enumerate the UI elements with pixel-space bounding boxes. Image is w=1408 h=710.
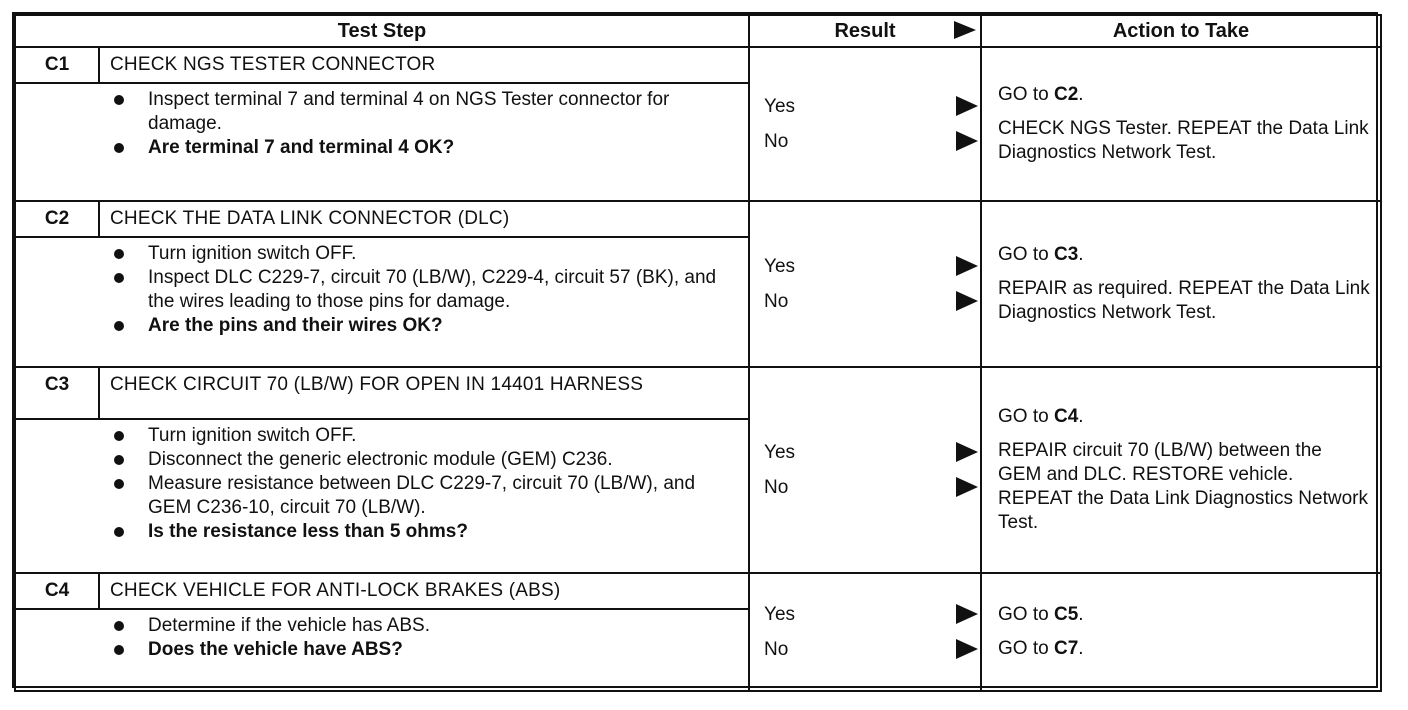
bullet-question: Are the pins and their wires OK? [112,314,738,338]
bullet-list [112,424,738,544]
bullet-item: Turn ignition switch OFF. [112,242,738,266]
action-text [998,637,1370,661]
action-text-main: GO to [998,406,1054,427]
arrow-right-icon [956,442,978,462]
arrow-right-icon [956,96,978,116]
action-step-ref: C2 [1053,84,1079,105]
bullet-item: Disconnect the generic electronic module (GEM) C236. [112,448,738,472]
arrow-right-icon [956,477,978,497]
step-title-row [15,201,1381,237]
result-line [750,249,980,284]
step-title: CHECK NGS TESTER CONNECTOR [99,47,749,83]
action-text-main: GO to [998,638,1054,659]
diagnostic-table [14,14,1382,692]
action-step-ref: C3 [1053,244,1079,265]
result-cell [749,573,981,691]
result-label: Yes [764,442,796,463]
arrow-right-icon [956,639,978,659]
action-cell [981,367,1381,573]
bullet-item: Inspect terminal 7 and terminal 4 on NGS Tester connector for damage. [112,88,738,136]
action-text-tail: . [1078,84,1084,105]
header-test-step: Test Step [15,15,749,47]
action-cell [981,573,1381,691]
result-label: Yes [764,96,796,117]
arrow-right-icon [956,604,978,624]
bullet-question: Are terminal 7 and terminal 4 OK? [112,136,738,160]
action-text [998,117,1370,165]
action-text-main: GO to [998,244,1054,265]
result-line [750,597,980,632]
action-text-main: GO to [998,604,1054,625]
bullet-list [112,88,738,160]
step-instructions [15,609,749,691]
action-text-main: CHECK NGS Tester. REPEAT the Data Link Diagnostics Network Test. [998,118,1369,163]
result-line [750,632,980,667]
action-text-main: REPAIR circuit 70 (LB/W) between the GEM and DLC. RESTORE vehicle. REPEAT the Data Link Diagnostics Network Test. [998,440,1368,533]
step-title: CHECK CIRCUIT 70 (LB/W) FOR OPEN IN 14401 HARNESS [99,367,749,419]
bullet-item: Turn ignition switch OFF. [112,424,738,448]
action-step-ref: C5 [1053,604,1079,625]
action-text-main: REPAIR as required. REPEAT the Data Link Diagnostics Network Test. [998,278,1370,323]
result-cell [749,47,981,201]
action-text-tail: . [1078,604,1084,625]
arrow-right-icon [956,291,978,311]
action-text-tail: . [1078,638,1084,659]
bullet-item: Measure resistance between DLC C229-7, circuit 70 (LB/W), and GEM C236-10, circuit 70 (LB/W). [112,472,738,520]
action-step-ref: C4 [1053,406,1079,427]
action-text [998,405,1370,429]
step-id: C1 [15,47,99,83]
step-instructions [15,419,749,573]
result-line [750,89,980,124]
action-text [998,83,1370,107]
result-line [750,470,980,505]
result-label: No [764,131,789,152]
bullet-item: Determine if the vehicle has ABS. [112,614,738,638]
header-action: Action to Take [981,15,1381,47]
step-id: C3 [15,367,99,419]
action-text [998,243,1370,267]
arrow-right-icon [954,21,976,39]
header-result [749,15,981,47]
bullet-list [112,614,738,662]
result-cell [749,367,981,573]
bullet-list [112,242,738,338]
step-instructions [15,237,749,367]
step-id: C4 [15,573,99,609]
action-text [998,277,1370,325]
result-label: Yes [764,604,796,625]
action-step-ref: C7 [1053,638,1079,659]
result-line [750,435,980,470]
bullet-item: Inspect DLC C229-7, circuit 70 (LB/W), C229-4, circuit 57 (BK), and the wires leading to those pins for damage. [112,266,738,314]
step-title: CHECK THE DATA LINK CONNECTOR (DLC) [99,201,749,237]
step-id: C2 [15,201,99,237]
bullet-question: Does the vehicle have ABS? [112,638,738,662]
header-row [15,15,1381,47]
step-title-row [15,367,1381,419]
header-result-label: Result [834,19,896,42]
step-title-row [15,47,1381,83]
arrow-right-icon [956,256,978,276]
action-text-main: GO to [998,84,1054,105]
step-title-row [15,573,1381,609]
step-instructions [15,83,749,201]
arrow-right-icon [956,131,978,151]
action-text [998,439,1370,535]
result-line [750,284,980,319]
result-label: Yes [764,256,796,277]
result-cell [749,201,981,367]
step-title: CHECK VEHICLE FOR ANTI-LOCK BRAKES (ABS) [99,573,749,609]
result-label: No [764,291,789,312]
action-text-tail: . [1078,406,1084,427]
result-label: No [764,639,789,660]
bullet-question: Is the resistance less than 5 ohms? [112,520,738,544]
action-text [998,603,1370,627]
result-line [750,124,980,159]
result-label: No [764,477,789,498]
action-cell [981,47,1381,201]
table-body [15,47,1381,691]
action-text-tail: . [1078,244,1084,265]
action-cell [981,201,1381,367]
diagnostic-table-sheet [12,12,1378,688]
